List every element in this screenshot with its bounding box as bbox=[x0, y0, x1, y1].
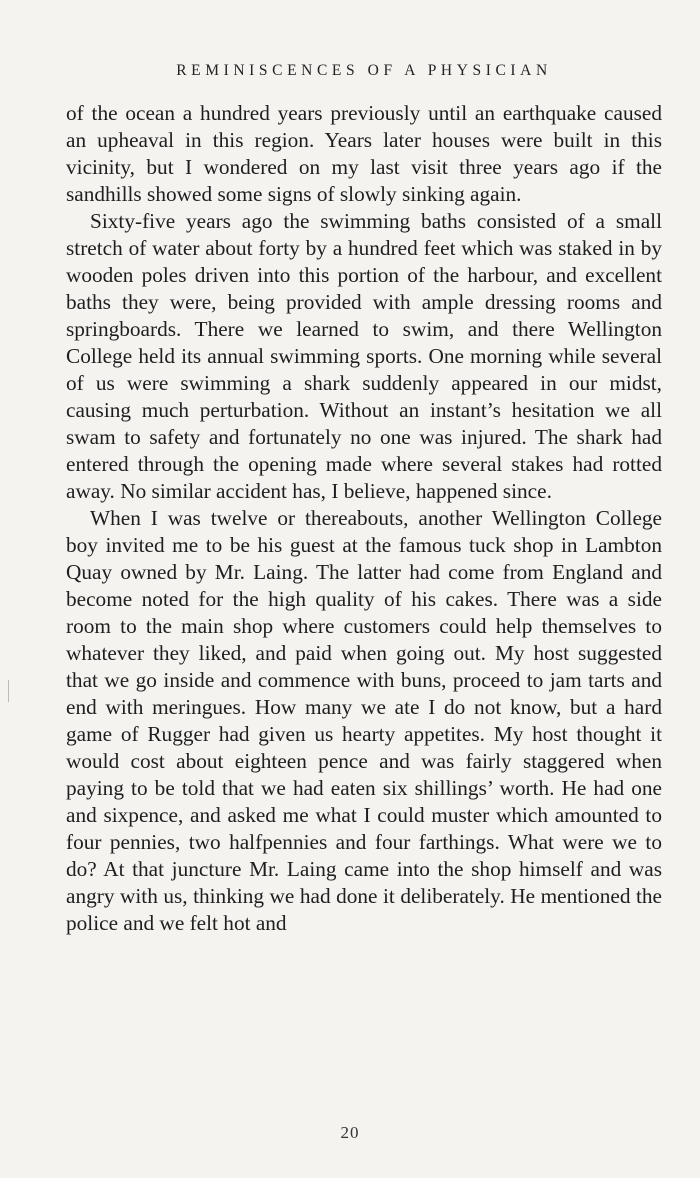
paragraph-continuation: of the ocean a hundred years previously until an earthquake caused an upheaval in this region. Years later houses were built in this vicinity, but I wondered on my last visit three years ago if the sandhills showed some signs of slowly sinking again. bbox=[66, 101, 662, 206]
page-edge-mark bbox=[8, 680, 9, 702]
running-head: REMINISCENCES OF A PHYSICIAN bbox=[176, 62, 552, 79]
paragraph-tuck-shop: When I was twelve or thereabouts, another Wellington College boy invited me to be his guest at the famous tuck shop in Lambton Quay owned by Mr. Laing. The latter had come from England and become noted for the high quality of his cakes. There was a side room to the main shop where customers could help themselves to whatever they liked, and paid when going out. My host suggested that we go inside and commence with buns, proceed to jam tarts and end with meringues. How many we ate I do not know, but a hard game of Rugger had given us hearty appetites. My host thought it would cost about eighteen pence and was fairly staggered when paying to be told that we had eaten six shillings’ worth. He had one and sixpence, and asked me what I could muster which amounted to four pennies, two halfpennies and four farthings. What were we to do? At that juncture Mr. Laing came into the shop himself and was angry with us, thinking we had done it deliberately. He mentioned the police and we felt hot and bbox=[66, 506, 662, 935]
paragraph-swimming-baths: Sixty-five years ago the swimming baths consisted of a small stretch of water about forty by a hundred feet which was staked in by wooden poles driven into this portion of the harbour, and excellent baths they were, being provided with ample dressing rooms and springboards. There we learned to swim, and there Wellington College held its annual swimming sports. One morning while several of us were swimming a shark suddenly appeared in our midst, causing much perturbation. Without an instant’s hesitation we all swam to safety and fortunately no one was injured. The shark had entered through the opening made where several stakes had rotted away. No similar accident has, I believe, happened since. bbox=[66, 209, 662, 503]
body-text bbox=[66, 100, 662, 937]
page-number: 20 bbox=[340, 1123, 360, 1142]
